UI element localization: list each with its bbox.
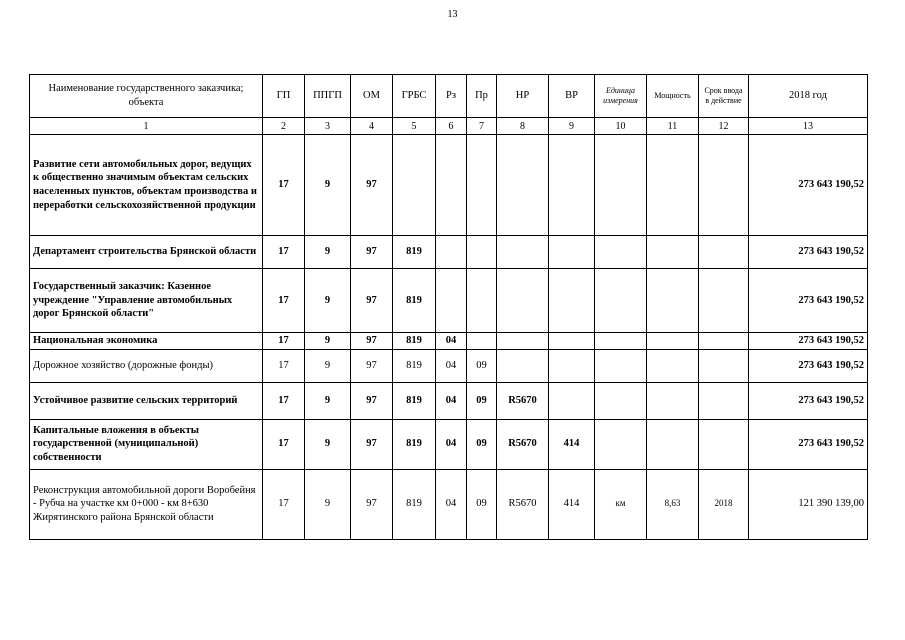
cell-vr [549, 236, 595, 269]
cell-term [699, 269, 749, 333]
cell-amount: 273 643 190,52 [749, 382, 868, 419]
cell-unit [595, 382, 647, 419]
cell-pr [467, 135, 497, 236]
cell-term [699, 419, 749, 469]
row-name: Развитие сети автомобильных дорог, ведущих к общественно значимым объектам сельских населенных пунктов, объектам производства и переработки сельскохозяйственной продукции [30, 135, 263, 236]
cell-rz: 04 [436, 419, 467, 469]
cell-term: 2018 [699, 469, 749, 539]
cell-pr: 09 [467, 349, 497, 382]
column-number: 2 [263, 118, 305, 135]
cell-power [647, 333, 699, 350]
cell-grbs: 819 [393, 419, 436, 469]
cell-nr [497, 349, 549, 382]
header-cell: Наименование государственного заказчика; объекта [30, 75, 263, 118]
header-cell: Срок ввода в действие [699, 75, 749, 118]
table-row [30, 135, 868, 236]
header-cell: Мощность [647, 75, 699, 118]
budget-table [29, 74, 868, 540]
cell-ppgp: 9 [305, 135, 351, 236]
cell-grbs: 819 [393, 349, 436, 382]
cell-vr: 414 [549, 419, 595, 469]
cell-pr: 09 [467, 382, 497, 419]
column-number: 4 [351, 118, 393, 135]
cell-amount: 273 643 190,52 [749, 236, 868, 269]
column-number: 5 [393, 118, 436, 135]
table-row [30, 236, 868, 269]
cell-gp: 17 [263, 333, 305, 350]
header-cell: ППГП [305, 75, 351, 118]
cell-om: 97 [351, 469, 393, 539]
cell-nr [497, 135, 549, 236]
cell-unit [595, 349, 647, 382]
cell-grbs [393, 135, 436, 236]
cell-unit [595, 269, 647, 333]
column-number: 11 [647, 118, 699, 135]
cell-grbs: 819 [393, 269, 436, 333]
cell-term [699, 349, 749, 382]
cell-unit [595, 135, 647, 236]
column-number: 3 [305, 118, 351, 135]
cell-rz: 04 [436, 382, 467, 419]
cell-nr: R5670 [497, 419, 549, 469]
cell-grbs: 819 [393, 382, 436, 419]
column-number: 7 [467, 118, 497, 135]
cell-term [699, 135, 749, 236]
cell-ppgp: 9 [305, 269, 351, 333]
cell-gp: 17 [263, 269, 305, 333]
cell-gp: 17 [263, 382, 305, 419]
header-cell: Единица измерения [595, 75, 647, 118]
cell-unit: км [595, 469, 647, 539]
column-number: 12 [699, 118, 749, 135]
cell-nr [497, 333, 549, 350]
header-cell: ОМ [351, 75, 393, 118]
page-number: 13 [447, 9, 458, 20]
cell-pr [467, 333, 497, 350]
cell-om: 97 [351, 419, 393, 469]
column-number: 13 [749, 118, 868, 135]
table-row [30, 349, 868, 382]
cell-rz: 04 [436, 349, 467, 382]
cell-pr: 09 [467, 469, 497, 539]
cell-rz [436, 236, 467, 269]
cell-power [647, 419, 699, 469]
header-cell: ГРБС [393, 75, 436, 118]
cell-term [699, 382, 749, 419]
cell-rz: 04 [436, 333, 467, 350]
row-name: Дорожное хозяйство (дорожные фонды) [30, 349, 263, 382]
cell-unit [595, 236, 647, 269]
cell-amount: 273 643 190,52 [749, 135, 868, 236]
header-cell: Рз [436, 75, 467, 118]
cell-om: 97 [351, 382, 393, 419]
cell-unit [595, 419, 647, 469]
cell-om: 97 [351, 349, 393, 382]
cell-gp: 17 [263, 135, 305, 236]
cell-ppgp: 9 [305, 349, 351, 382]
column-number: 9 [549, 118, 595, 135]
table-row [30, 269, 868, 333]
cell-om: 97 [351, 236, 393, 269]
cell-nr: R5670 [497, 469, 549, 539]
cell-ppgp: 9 [305, 382, 351, 419]
cell-rz [436, 269, 467, 333]
cell-power [647, 236, 699, 269]
cell-grbs: 819 [393, 236, 436, 269]
table-row [30, 333, 868, 350]
cell-pr: 09 [467, 419, 497, 469]
cell-ppgp: 9 [305, 236, 351, 269]
cell-power [647, 269, 699, 333]
header-cell: Пр [467, 75, 497, 118]
cell-amount: 273 643 190,52 [749, 419, 868, 469]
cell-grbs: 819 [393, 333, 436, 350]
row-name: Государственный заказчик: Казенное учреждение "Управление автомобильных дорог Брянской области" [30, 269, 263, 333]
header-cell: НР [497, 75, 549, 118]
cell-ppgp: 9 [305, 419, 351, 469]
cell-power [647, 349, 699, 382]
cell-amount: 273 643 190,52 [749, 269, 868, 333]
cell-vr [549, 333, 595, 350]
cell-om: 97 [351, 333, 393, 350]
column-number-row [30, 118, 868, 135]
row-name: Реконструкция автомобильной дороги Воробейня - Рубча на участке км 0+000 - км 8+630 Жирятинского района Брянской области [30, 469, 263, 539]
row-name: Департамент строительства Брянской области [30, 236, 263, 269]
row-name: Национальная экономика [30, 333, 263, 350]
cell-nr: R5670 [497, 382, 549, 419]
cell-amount: 273 643 190,52 [749, 333, 868, 350]
cell-vr [549, 382, 595, 419]
column-number: 6 [436, 118, 467, 135]
cell-term [699, 236, 749, 269]
cell-nr [497, 269, 549, 333]
cell-ppgp: 9 [305, 469, 351, 539]
cell-term [699, 333, 749, 350]
cell-unit [595, 333, 647, 350]
cell-vr [549, 269, 595, 333]
table-row [30, 382, 868, 419]
cell-gp: 17 [263, 419, 305, 469]
cell-vr: 414 [549, 469, 595, 539]
cell-ppgp: 9 [305, 333, 351, 350]
cell-gp: 17 [263, 236, 305, 269]
cell-om: 97 [351, 269, 393, 333]
cell-gp: 17 [263, 349, 305, 382]
cell-pr [467, 269, 497, 333]
column-number: 1 [30, 118, 263, 135]
row-name: Устойчивое развитие сельских территорий [30, 382, 263, 419]
table-row [30, 419, 868, 469]
row-name: Капитальные вложения в объекты государственной (муниципальной) собственности [30, 419, 263, 469]
cell-amount: 273 643 190,52 [749, 349, 868, 382]
table-row [30, 469, 868, 539]
cell-grbs: 819 [393, 469, 436, 539]
cell-gp: 17 [263, 469, 305, 539]
header-cell: 2018 год [749, 75, 868, 118]
cell-amount: 121 390 139,00 [749, 469, 868, 539]
column-number: 8 [497, 118, 549, 135]
cell-pr [467, 236, 497, 269]
cell-power [647, 382, 699, 419]
cell-power [647, 135, 699, 236]
cell-vr [549, 135, 595, 236]
cell-vr [549, 349, 595, 382]
header-cell: ВР [549, 75, 595, 118]
cell-power: 8,63 [647, 469, 699, 539]
cell-om: 97 [351, 135, 393, 236]
table-header-row [30, 75, 868, 118]
header-cell: ГП [263, 75, 305, 118]
cell-rz: 04 [436, 469, 467, 539]
cell-nr [497, 236, 549, 269]
cell-rz [436, 135, 467, 236]
column-number: 10 [595, 118, 647, 135]
